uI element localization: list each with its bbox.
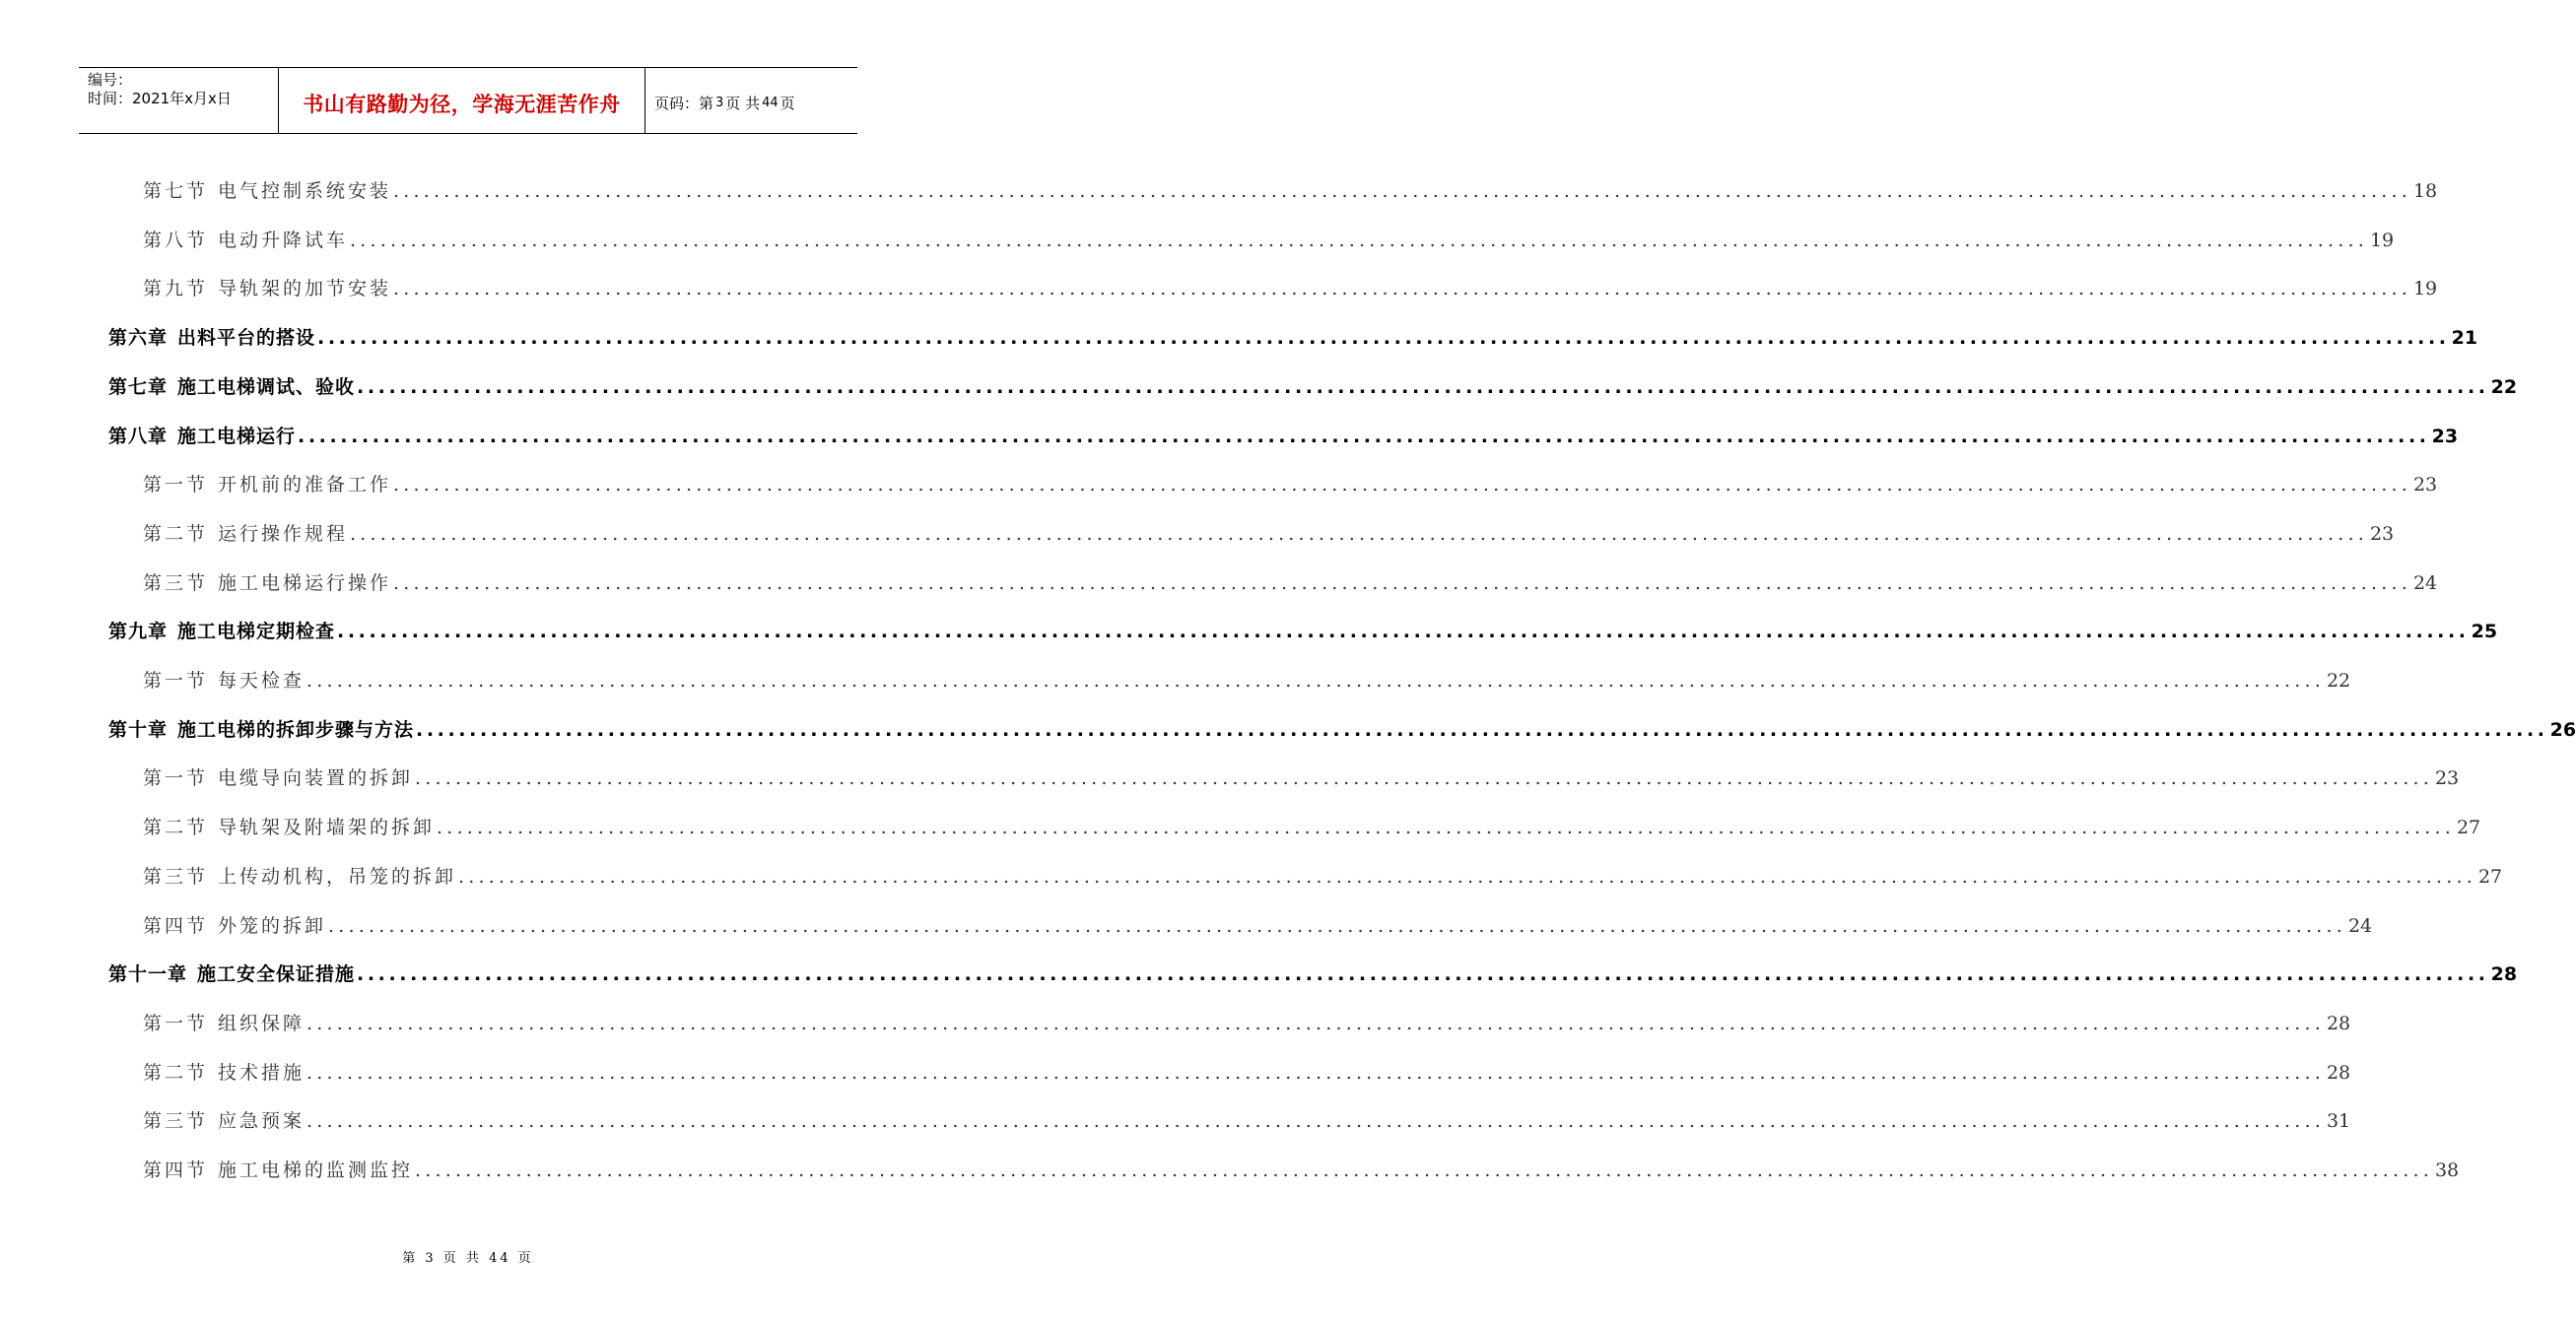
toc-chapter-row[interactable] xyxy=(0,958,2518,987)
toc-page-number: 28 xyxy=(2326,1012,2351,1034)
toc-entry xyxy=(143,470,2438,496)
toc-entry xyxy=(143,568,2438,595)
toc-page-number: 24 xyxy=(2412,571,2438,594)
header-page-suffix: 页 xyxy=(780,94,795,112)
toc-entry xyxy=(108,960,2518,986)
toc-entry-label xyxy=(143,1058,305,1085)
toc-entry-label xyxy=(143,862,456,889)
header-page-total: 44 xyxy=(762,95,779,110)
toc-section-row[interactable] xyxy=(0,1104,2351,1134)
toc-dot-leader: ........................................................................................................................................................................................................ xyxy=(437,816,2455,838)
toc-entry-number: 第四节 xyxy=(143,1158,209,1181)
toc-entry xyxy=(108,422,2459,448)
toc-dot-leader: ........................................................................................................................................................................................................ xyxy=(357,375,2489,398)
toc-entry-label xyxy=(143,666,305,693)
toc-entry xyxy=(143,1009,2351,1035)
toc-page-number: 23 xyxy=(2434,766,2460,789)
document-number-label: 编号： xyxy=(88,71,133,89)
header-page-info xyxy=(645,68,857,133)
toc-entry-label xyxy=(143,1009,305,1035)
toc-entry-number: 第八节 xyxy=(143,229,209,251)
toc-page-number: 23 xyxy=(2369,522,2395,545)
toc-entry-number: 第九节 xyxy=(143,277,209,299)
toc-page-number: 28 xyxy=(2326,1061,2351,1084)
toc-dot-leader: ........................................................................................................................................................................................................ xyxy=(416,718,2548,741)
header-page-prefix: 页码：第 xyxy=(654,94,714,112)
toc-entry xyxy=(143,763,2460,790)
toc-section-row[interactable] xyxy=(0,1007,2351,1036)
toc-entry-number: 第七节 xyxy=(143,179,209,202)
toc-section-row[interactable] xyxy=(0,517,2395,547)
toc-dot-leader: ........................................................................................................................................................................................................ xyxy=(350,229,2368,251)
toc-chapter-row[interactable] xyxy=(0,615,2498,644)
toc-page-number: 22 xyxy=(2490,375,2518,398)
toc-dot-leader: ........................................................................................................................................................................................................ xyxy=(415,766,2433,789)
footer-suffix: 页 xyxy=(517,1251,534,1266)
toc-chapter-row[interactable] xyxy=(0,370,2518,400)
toc-page-number: 23 xyxy=(2412,473,2438,496)
toc-entry xyxy=(143,666,2351,693)
toc-dot-leader: ........................................................................................................................................................................................................ xyxy=(458,865,2476,888)
toc-entry-number: 第九章 xyxy=(108,620,169,642)
toc-dot-leader: ........................................................................................................................................................................................................ xyxy=(415,1158,2433,1181)
toc-entry-number: 第四节 xyxy=(143,914,209,937)
toc-entry xyxy=(143,274,2438,300)
toc-page-number: 22 xyxy=(2326,669,2351,692)
toc-entry-title: 上传动机构，吊笼的拆卸 xyxy=(218,865,457,888)
toc-section-row[interactable] xyxy=(0,860,2503,890)
toc-dot-leader: ........................................................................................................................................................................................................ xyxy=(306,669,2325,692)
toc-page-number: 19 xyxy=(2369,229,2395,251)
toc-entry-title: 施工电梯定期检查 xyxy=(177,620,336,642)
toc-entry-title: 电气控制系统安装 xyxy=(218,179,392,202)
toc-section-row[interactable] xyxy=(0,664,2351,694)
toc-dot-leader: ........................................................................................................................................................................................................ xyxy=(357,962,2489,985)
toc-entry-number: 第三节 xyxy=(143,1109,209,1132)
toc-dot-leader: ........................................................................................................................................................................................................ xyxy=(393,473,2411,496)
toc-entry xyxy=(143,226,2395,252)
toc-dot-leader: ........................................................................................................................................................................................................ xyxy=(393,571,2411,594)
toc-entry-label xyxy=(108,422,296,448)
toc-page-number: 24 xyxy=(2347,914,2373,937)
page-header xyxy=(79,67,857,134)
toc-entry-label xyxy=(143,1156,413,1182)
toc-entry-label xyxy=(143,763,413,790)
toc-page-number: 31 xyxy=(2326,1109,2351,1132)
toc-dot-leader: ........................................................................................................................................................................................................ xyxy=(306,1061,2325,1084)
toc-entry-title: 施工电梯运行操作 xyxy=(218,571,392,594)
toc-entry-title: 施工电梯的拆卸步骤与方法 xyxy=(177,718,415,741)
toc-page-number: 21 xyxy=(2451,326,2478,349)
toc-entry-number: 第一节 xyxy=(143,766,209,789)
toc-entry-title: 电缆导向装置的拆卸 xyxy=(218,766,414,789)
toc-chapter-row[interactable] xyxy=(0,420,2459,449)
toc-chapter-row[interactable] xyxy=(0,713,2576,743)
toc-entry-title: 开机前的准备工作 xyxy=(218,473,392,496)
toc-dot-leader: ........................................................................................................................................................................................................ xyxy=(328,914,2346,937)
toc-page-number: 23 xyxy=(2431,425,2459,447)
toc-entry xyxy=(143,813,2481,839)
toc-page-number: 18 xyxy=(2412,179,2438,202)
toc-entry-label xyxy=(143,1106,305,1133)
toc-entry-number: 第十一章 xyxy=(108,962,188,985)
toc-entry-number: 第十章 xyxy=(108,718,169,741)
header-info-cell xyxy=(79,68,279,133)
page-footer xyxy=(0,1247,936,1266)
toc-chapter-row[interactable] xyxy=(0,321,2478,351)
toc-entry-label xyxy=(108,960,355,986)
toc-entry xyxy=(143,1058,2351,1085)
toc-entry-number: 第一节 xyxy=(143,473,209,496)
toc-entry-number: 第三节 xyxy=(143,571,209,594)
toc-entry xyxy=(143,1106,2351,1133)
toc-entry-title: 导轨架的加节安装 xyxy=(218,277,392,299)
toc-dot-leader: ........................................................................................................................................................................................................ xyxy=(306,1012,2325,1034)
footer-total-pages: 44 xyxy=(489,1251,511,1266)
toc-section-row[interactable] xyxy=(0,224,2395,253)
toc-section-row[interactable] xyxy=(0,468,2438,497)
toc-entry-label xyxy=(143,911,326,938)
toc-entry xyxy=(108,372,2518,399)
toc-entry-title: 组织保障 xyxy=(218,1012,305,1034)
toc-entry-label xyxy=(143,470,391,496)
toc-entry-number: 第二节 xyxy=(143,816,209,838)
toc-entry-label xyxy=(108,323,315,350)
toc-page-number: 25 xyxy=(2471,620,2498,642)
toc-page-number: 27 xyxy=(2477,865,2503,888)
toc-entry-title: 出料平台的搭设 xyxy=(177,326,316,349)
toc-entry-label xyxy=(143,226,348,252)
toc-entry-title: 施工安全保证措施 xyxy=(197,962,356,985)
toc-entry-number: 第一节 xyxy=(143,1012,209,1034)
toc-entry-title: 应急预案 xyxy=(218,1109,305,1132)
toc-entry-label xyxy=(108,617,335,643)
toc-dot-leader: ........................................................................................................................................................................................................ xyxy=(393,277,2411,299)
toc-entry-title: 运行操作规程 xyxy=(218,522,349,545)
toc-entry xyxy=(108,715,2576,742)
toc-entry-number: 第七章 xyxy=(108,375,169,398)
toc-dot-leader: ........................................................................................................................................................................................................ xyxy=(350,522,2368,545)
toc-dot-leader: ........................................................................................................................................................................................................ xyxy=(393,179,2411,202)
footer-mid: 页 共 xyxy=(442,1251,482,1266)
toc-entry xyxy=(108,323,2478,350)
toc-entry xyxy=(143,1156,2460,1182)
toc-entry-number: 第八章 xyxy=(108,425,169,447)
toc-section-row[interactable] xyxy=(0,909,2373,939)
toc-entry-number: 第一节 xyxy=(143,669,209,692)
toc-entry-title: 外笼的拆卸 xyxy=(218,914,327,937)
toc-entry-label xyxy=(143,813,435,839)
toc-section-row[interactable] xyxy=(0,1056,2351,1086)
header-motto: 书山有路勤为径，学海无涯苦作舟 xyxy=(279,68,645,133)
toc-entry-number: 第二节 xyxy=(143,1061,209,1084)
toc-entry-label xyxy=(108,372,355,399)
toc-dot-leader: ........................................................................................................................................................................................................ xyxy=(317,326,2450,349)
toc-entry-title: 施工电梯调试、验收 xyxy=(177,375,356,398)
toc-entry xyxy=(143,911,2373,938)
document-date-label: 时间：2021年x月x日 xyxy=(88,90,232,107)
toc-page-number: 26 xyxy=(2549,718,2576,741)
toc-entry xyxy=(143,862,2503,889)
toc-entry xyxy=(143,176,2438,203)
toc-page-number: 27 xyxy=(2456,816,2481,838)
toc-dot-leader: ........................................................................................................................................................................................................ xyxy=(306,1109,2325,1132)
toc-entry xyxy=(143,519,2395,546)
toc-page-number: 19 xyxy=(2412,277,2438,299)
toc-page-number: 28 xyxy=(2490,962,2518,985)
toc-entry xyxy=(108,617,2498,643)
toc-dot-leader: ........................................................................................................................................................................................................ xyxy=(298,425,2430,447)
toc-entry-title: 电动升降试车 xyxy=(218,229,349,251)
toc-section-row[interactable] xyxy=(0,174,2438,204)
toc-section-row[interactable] xyxy=(0,761,2460,791)
toc-page-number: 38 xyxy=(2434,1158,2460,1181)
footer-current-page: 3 xyxy=(425,1251,437,1266)
toc-dot-leader: ........................................................................................................................................................................................................ xyxy=(337,620,2470,642)
toc-entry-label xyxy=(108,715,414,742)
toc-entry-title: 每天检查 xyxy=(218,669,305,692)
toc-entry-title: 施工电梯运行 xyxy=(177,425,297,447)
toc-entry-label xyxy=(143,568,391,595)
toc-section-row[interactable] xyxy=(0,1154,2460,1183)
toc-entry-label xyxy=(143,176,391,203)
toc-section-row[interactable] xyxy=(0,811,2481,840)
toc-section-row[interactable] xyxy=(0,272,2438,301)
toc-entry-number: 第二节 xyxy=(143,522,209,545)
toc-entry-title: 技术措施 xyxy=(218,1061,305,1084)
toc-entry-title: 施工电梯的监测监控 xyxy=(218,1158,414,1181)
toc-entry-number: 第三节 xyxy=(143,865,209,888)
toc-entry-label xyxy=(143,519,348,546)
toc-entry-label xyxy=(143,274,391,300)
footer-prefix: 第 xyxy=(402,1251,419,1266)
toc-entry-number: 第六章 xyxy=(108,326,169,349)
header-page-current: 3 xyxy=(715,95,724,110)
toc-entry-title: 导轨架及附墙架的拆卸 xyxy=(218,816,436,838)
header-page-mid: 页 共 xyxy=(725,94,761,112)
toc-section-row[interactable] xyxy=(0,566,2438,596)
